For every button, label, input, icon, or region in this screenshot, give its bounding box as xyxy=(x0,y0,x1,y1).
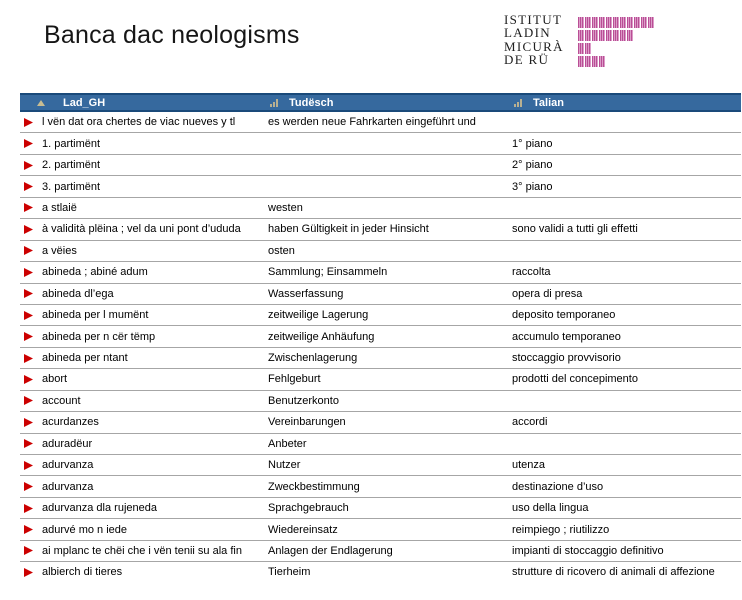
table-row[interactable] xyxy=(20,519,741,540)
table-cell: ai mplanc te chëi che i vën tenii su ala fin xyxy=(42,544,242,557)
table-cell: adurvanza xyxy=(42,480,94,493)
play-icon[interactable] xyxy=(24,396,33,405)
play-icon[interactable] xyxy=(24,246,33,255)
table-row[interactable] xyxy=(20,434,741,455)
table-row[interactable] xyxy=(20,155,741,176)
play-icon[interactable] xyxy=(24,182,33,191)
table-cell: adurvé mo n iede xyxy=(42,523,127,536)
table-cell: abineda per ntant xyxy=(42,352,128,365)
table-cell: westen xyxy=(268,201,303,214)
column-header-talian[interactable] xyxy=(512,97,741,109)
table-cell: osten xyxy=(268,244,295,257)
table-cell: Fehlgeburt xyxy=(268,373,321,386)
sort-ascending-icon xyxy=(37,100,45,106)
table-row[interactable] xyxy=(20,284,741,305)
column-label: Tudësch xyxy=(289,96,334,109)
table-row[interactable] xyxy=(20,541,741,562)
table-cell: 3. partimënt xyxy=(42,180,101,193)
table-cell: abineda per n cër tëmp xyxy=(42,330,156,343)
table-cell: Anlagen der Endlagerung xyxy=(268,544,393,557)
play-icon[interactable] xyxy=(24,225,33,234)
logo-line: MICURÀ xyxy=(504,38,564,54)
table-cell: impianti di stoccaggio definitivo xyxy=(512,544,664,557)
table-row[interactable] xyxy=(20,455,741,476)
table-cell: abineda dl’ega xyxy=(42,287,114,300)
logo-text xyxy=(504,13,564,67)
table-cell: reimpiego ; riutilizzo xyxy=(512,523,610,536)
column-header-lad-gh[interactable] xyxy=(20,97,268,109)
table-cell: Sprachgebrauch xyxy=(268,502,349,515)
table-row[interactable] xyxy=(20,176,741,197)
table-cell: destinazione d’uso xyxy=(512,480,604,493)
table-cell: Zweckbestimmung xyxy=(268,480,360,493)
table-row[interactable] xyxy=(20,562,741,582)
table-header-row xyxy=(20,93,741,112)
table-row[interactable] xyxy=(20,391,741,412)
table-row[interactable] xyxy=(20,112,741,133)
table-cell: adurvanza xyxy=(42,459,94,472)
column-label: Talian xyxy=(533,96,564,109)
table-cell: account xyxy=(42,394,81,407)
play-icon[interactable] xyxy=(24,354,33,363)
logo-line: ISTITUT xyxy=(504,12,563,27)
play-icon[interactable] xyxy=(24,418,33,427)
table-row[interactable] xyxy=(20,498,741,519)
table-row[interactable] xyxy=(20,219,741,240)
table-cell: prodotti del concepimento xyxy=(512,373,638,386)
neologisms-table xyxy=(20,93,741,583)
table-cell: Benutzerkonto xyxy=(268,394,339,407)
table-cell: a vëies xyxy=(42,244,77,257)
table-cell: haben Gültigkeit in jeder Hinsicht xyxy=(268,223,429,236)
play-icon[interactable] xyxy=(24,504,33,513)
play-icon[interactable] xyxy=(24,289,33,298)
table-cell: 1. partimënt xyxy=(42,137,101,150)
table-cell: 2. partimënt xyxy=(42,159,101,172)
table-cell: utenza xyxy=(512,459,546,472)
table-body xyxy=(20,112,741,583)
table-cell: l vën dat ora chertes de viac nueves y tl xyxy=(42,116,236,129)
table-cell: Wiedereinsatz xyxy=(268,523,338,536)
table-cell: opera di presa xyxy=(512,287,583,300)
table-cell: albierch di tieres xyxy=(42,566,123,579)
table-cell: Anbeter xyxy=(268,437,307,450)
table-cell: Zwischenlagerung xyxy=(268,352,358,365)
table-cell: sono validi a tutti gli effetti xyxy=(512,223,638,236)
table-row[interactable] xyxy=(20,326,741,347)
table-cell: à validità plëina ; vel da uni pont d’ududa xyxy=(42,223,241,236)
play-icon[interactable] xyxy=(24,139,33,148)
table-cell: abineda ; abiné adum xyxy=(42,266,148,279)
table-cell: zeitweilige Lagerung xyxy=(268,309,369,322)
table-cell: a stlaië xyxy=(42,201,77,214)
table-row[interactable] xyxy=(20,369,741,390)
table-row[interactable] xyxy=(20,133,741,154)
table-row[interactable] xyxy=(20,476,741,497)
table-cell: Vereinbarungen xyxy=(268,416,346,429)
table-cell: strutture di ricovero di animali di affezione xyxy=(512,566,715,579)
table-cell: 3° piano xyxy=(512,180,553,193)
table-cell: 2° piano xyxy=(512,159,553,172)
table-cell: abort xyxy=(42,373,68,386)
table-row[interactable] xyxy=(20,198,741,219)
table-cell: abineda per l mumënt xyxy=(42,309,149,322)
play-icon[interactable] xyxy=(24,375,33,384)
table-cell: raccolta xyxy=(512,266,551,279)
table-cell: deposito temporaneo xyxy=(512,309,616,322)
table-cell: Nutzer xyxy=(268,459,301,472)
play-icon[interactable] xyxy=(24,568,33,577)
play-icon[interactable] xyxy=(24,268,33,277)
table-cell: accumulo temporaneo xyxy=(512,330,621,343)
table-row[interactable] xyxy=(20,262,741,283)
istitut-ladin-logo xyxy=(504,13,564,67)
play-icon[interactable] xyxy=(24,203,33,212)
play-icon[interactable] xyxy=(24,161,33,170)
table-cell: Wasserfassung xyxy=(268,287,344,300)
play-icon[interactable] xyxy=(24,118,33,127)
play-icon[interactable] xyxy=(24,546,33,555)
table-cell: zeitweilige Anhäufung xyxy=(268,330,375,343)
play-icon[interactable] xyxy=(24,525,33,534)
table-cell: Tierheim xyxy=(268,566,311,579)
column-header-tudesch[interactable] xyxy=(268,97,512,109)
play-icon[interactable] xyxy=(24,461,33,470)
table-row[interactable] xyxy=(20,412,741,433)
table-row[interactable] xyxy=(20,241,741,262)
table-cell: aduradëur xyxy=(42,437,93,450)
bar-chart-icon xyxy=(270,98,279,107)
table-cell: stoccaggio provvisorio xyxy=(512,352,621,365)
table-row[interactable] xyxy=(20,348,741,369)
bar-chart-icon xyxy=(514,98,523,107)
logo-line: DE RÜ xyxy=(504,52,550,68)
table-cell: adurvanza dla rujeneda xyxy=(42,502,157,515)
table-row[interactable] xyxy=(20,305,741,326)
table-cell: 1° piano xyxy=(512,137,553,150)
play-icon[interactable] xyxy=(24,439,33,448)
play-icon[interactable] xyxy=(24,332,33,341)
table-cell: uso della lingua xyxy=(512,502,589,515)
table-cell: es werden neue Fahrkarten eingeführt und xyxy=(268,116,476,129)
table-cell: acurdanzes xyxy=(42,416,99,429)
page-title: Banca dac neologisms xyxy=(44,21,300,49)
column-label: Lad_GH xyxy=(63,96,106,109)
play-icon[interactable] xyxy=(24,311,33,320)
play-icon[interactable] xyxy=(24,482,33,491)
table-cell: accordi xyxy=(512,416,548,429)
logo-blocks-icon xyxy=(578,17,655,69)
logo-line: LADIN xyxy=(504,25,551,41)
table-cell: Sammlung; Einsammeln xyxy=(268,266,388,279)
